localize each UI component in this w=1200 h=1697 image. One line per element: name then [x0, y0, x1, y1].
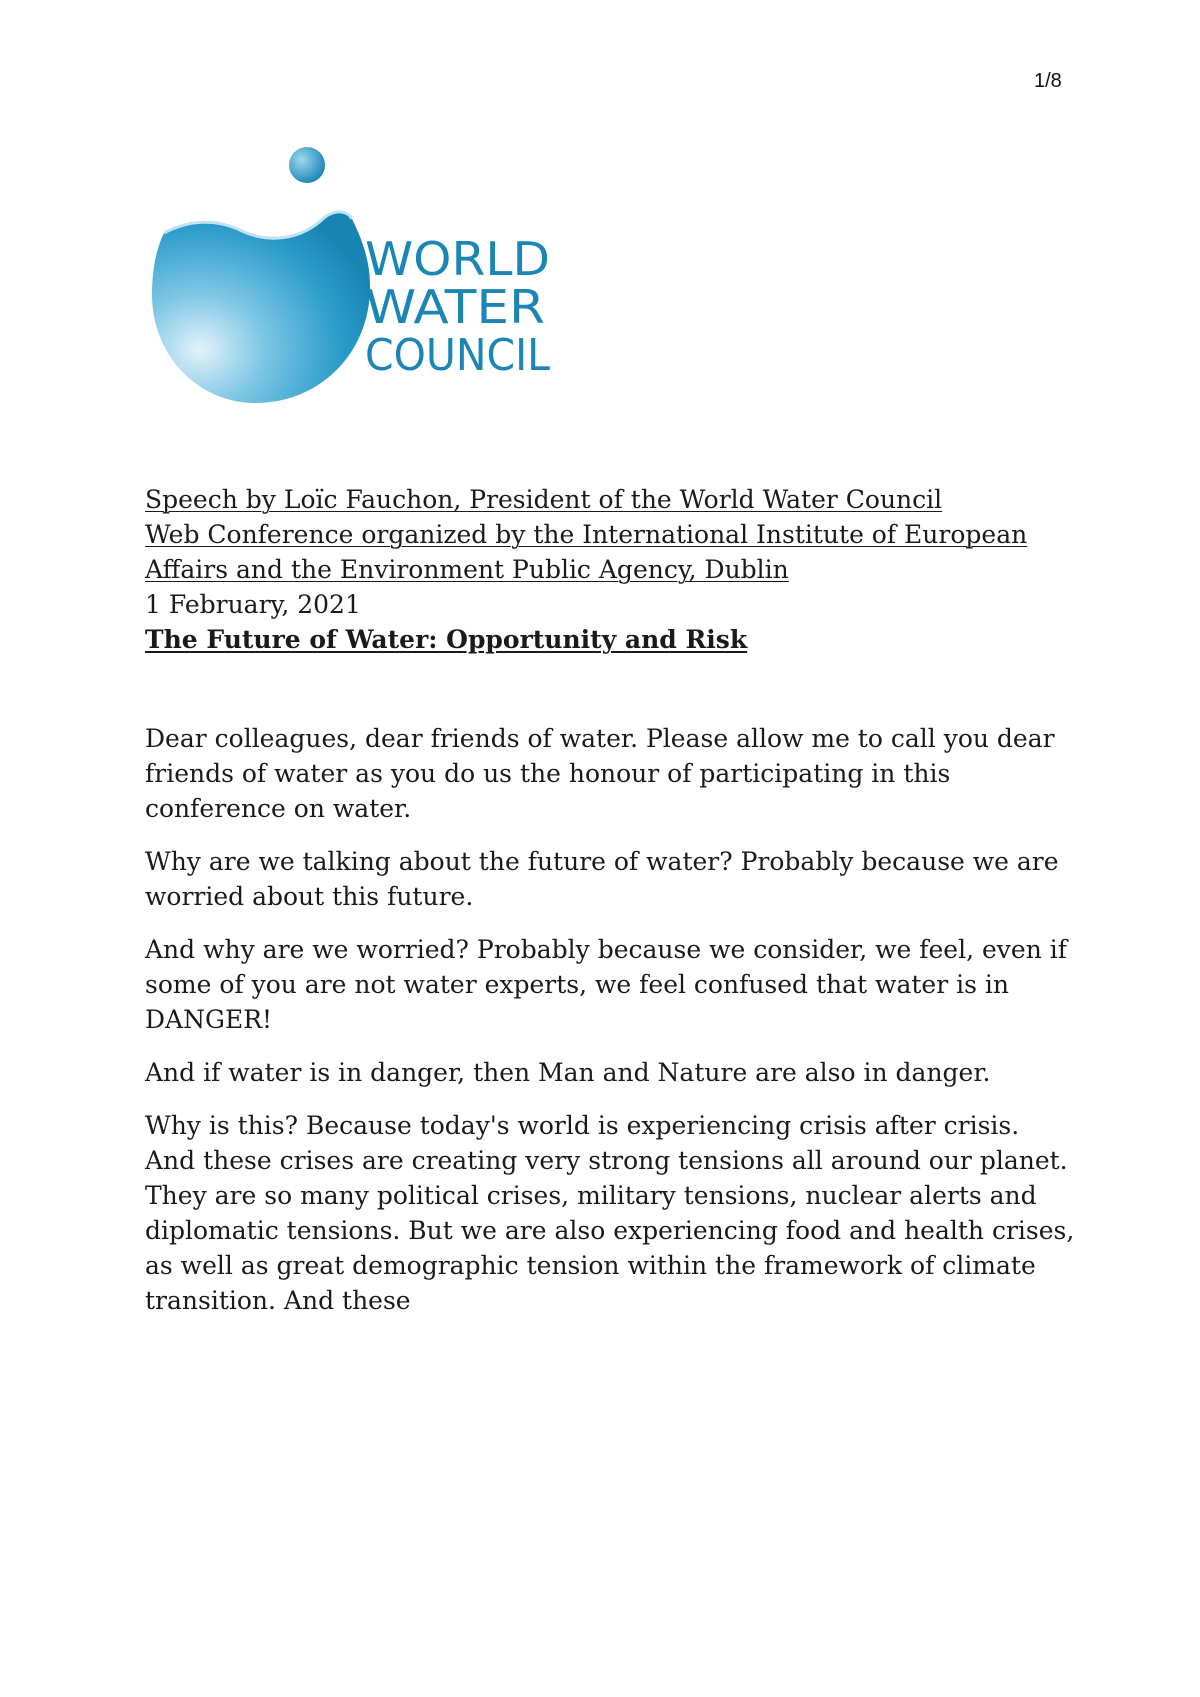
- conference-heading: Web Conference organized by the International Institute of European Affairs and the Environment Public Agency, Dublin: [145, 520, 1028, 584]
- world-water-council-logo: [150, 145, 610, 415]
- paragraph: Dear colleagues, dear friends of water. Please allow me to call you dear friends of water as you do us the honour of participating in this conference on water.: [145, 724, 1055, 823]
- speech-date: 1 February, 2021: [145, 590, 361, 619]
- logo-word-world: WORLD: [365, 232, 550, 286]
- paragraph: Why are we talking about the future of water? Probably because we are worried about this future.: [145, 847, 1059, 911]
- paragraph: Why is this? Because today's world is experiencing crisis after crisis. And these crises are creating very strong tensions all around our planet. They are so many political crises, military tensions, nuclear alerts and diplomatic tensions. But we are also experiencing food and health crises, as well as great demographic tension within the framework of climate transition. And these: [145, 1111, 1075, 1315]
- water-drop-bowl: [152, 212, 370, 403]
- logo-word-council: COUNCIL: [365, 330, 551, 381]
- speech-heading: Speech by Loïc Fauchon, President of the World Water Council: [145, 485, 943, 514]
- logo-word-water: WATER: [365, 280, 545, 334]
- speech-text: [145, 721, 1075, 1318]
- page-number: 1/8: [1034, 70, 1062, 92]
- paragraph: And if water is in danger, then Man and Nature are also in danger.: [145, 1058, 991, 1087]
- speech-title: The Future of Water: Opportunity and Risk: [145, 625, 748, 654]
- drop-dot: [289, 147, 325, 183]
- document-body: [145, 482, 1075, 1336]
- paragraph: And why are we worried? Probably because we consider, we feel, even if some of you are not water experts, we feel confused that water is in DANGER!: [145, 935, 1067, 1034]
